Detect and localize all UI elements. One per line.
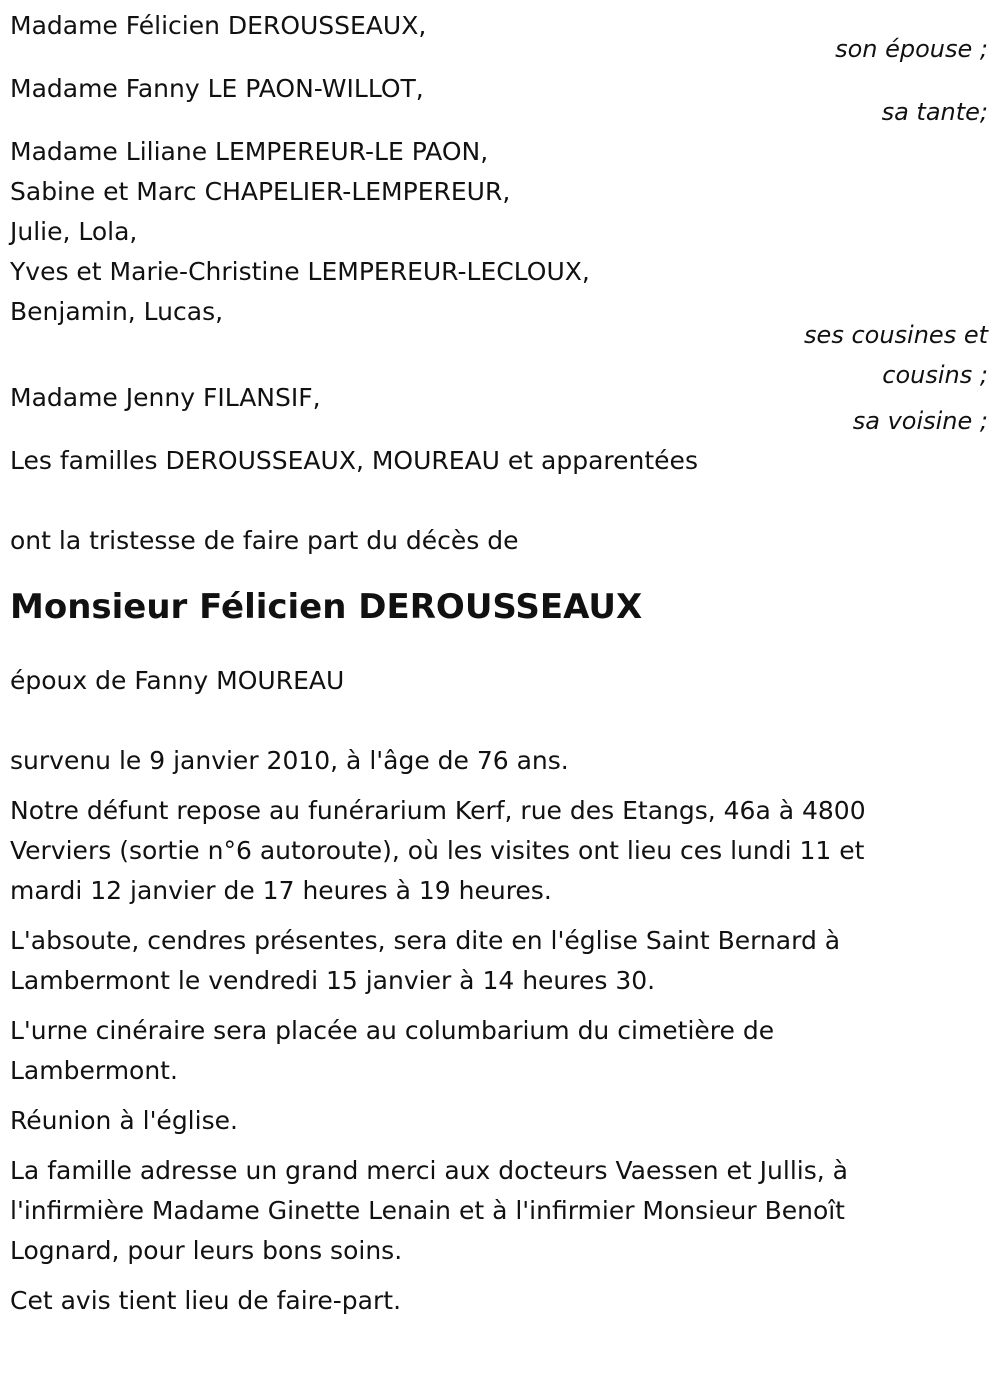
paragraph-line: Réunion à l'église. (10, 1106, 238, 1135)
paragraph-funerarium (10, 791, 970, 911)
relationship-label: son épouse ; (835, 35, 988, 63)
mourner-name: Madame Jenny FILANSIF, (10, 383, 321, 412)
paragraph-line: Lambermont le vendredi 15 janvier à 14 heures 30. (10, 966, 656, 995)
mourner-name: Madame Fanny LE PAON-WILLOT, (10, 74, 424, 103)
announcement-text: ont la tristesse de faire part du décès de (10, 526, 519, 555)
mourner-name: Benjamin, Lucas, (10, 297, 224, 326)
paragraph-death-date (10, 741, 970, 781)
paragraph-absoute (10, 921, 970, 1001)
relationship-label: cousins ; (882, 361, 988, 389)
paragraph-line: L'urne cinéraire sera placée au columbarium du cimetière de (10, 1016, 775, 1045)
paragraph-thanks (10, 1151, 970, 1271)
paragraph-line: Notre défunt repose au funérarium Kerf, rue des Etangs, 46a à 4800 (10, 796, 866, 825)
paragraph-line: mardi 12 janvier de 17 heures à 19 heures. (10, 876, 552, 905)
mourner-name: Yves et Marie-Christine LEMPEREUR-LECLOUX, (10, 257, 590, 286)
paragraph-line: Lambermont. (10, 1056, 178, 1085)
mourner-name: Madame Liliane LEMPEREUR-LE PAON, (10, 137, 489, 166)
mourner-name: Sabine et Marc CHAPELIER-LEMPEREUR, (10, 177, 511, 206)
paragraph-line: l'infirmière Madame Ginette Lenain et à l'infirmier Monsieur Benoît (10, 1196, 845, 1225)
paragraph-line: L'absoute, cendres présentes, sera dite en l'église Saint Bernard à (10, 926, 841, 955)
death-notice (10, 6, 990, 1331)
paragraph-line: survenu le 9 janvier 2010, à l'âge de 76 ans. (10, 746, 569, 775)
paragraph-line: Cet avis tient lieu de faire-part. (10, 1286, 402, 1315)
paragraph-line: La famille adresse un grand merci aux docteurs Vaessen et Jullis, à (10, 1156, 848, 1185)
deceased-name: Monsieur Félicien DEROUSSEAUX (10, 587, 643, 627)
paragraph-closing (10, 1281, 970, 1321)
paragraph-urn (10, 1011, 970, 1091)
relationship-label: ses cousines et (804, 321, 988, 349)
mourner-name: Madame Félicien DEROUSSEAUX, (10, 11, 427, 40)
paragraph-reunion (10, 1101, 970, 1141)
mourner-name: Julie, Lola, (10, 217, 138, 246)
relationship-label: sa voisine ; (852, 407, 988, 435)
spouse-line: époux de Fanny MOUREAU (10, 666, 345, 695)
mourner-families: Les familles DEROUSSEAUX, MOUREAU et apparentées (10, 446, 698, 475)
relationship-label: sa tante; (881, 98, 988, 126)
paragraph-line: Verviers (sortie n°6 autoroute), où les visites ont lieu ces lundi 11 et (10, 836, 865, 865)
paragraph-line: Lognard, pour leurs bons soins. (10, 1236, 403, 1265)
